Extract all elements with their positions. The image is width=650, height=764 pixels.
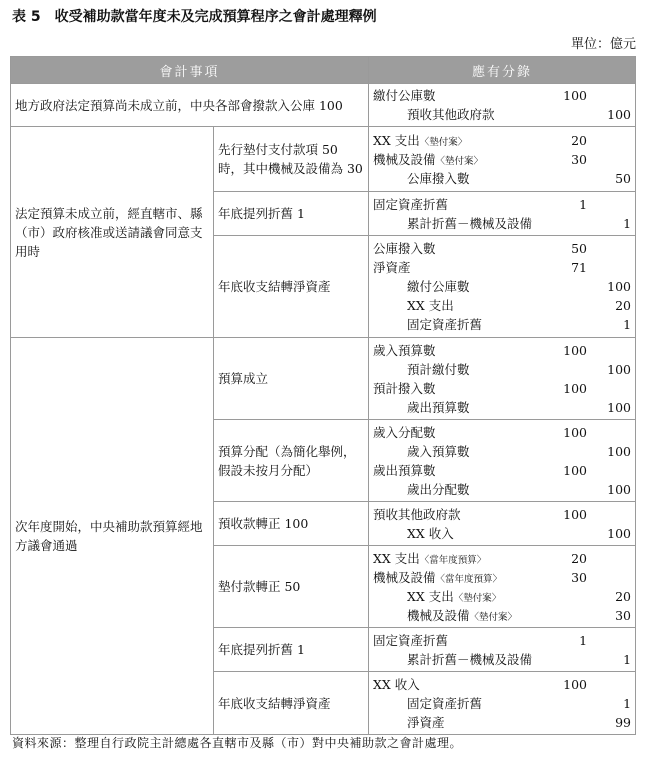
entry-line [373,105,631,124]
step-text: 預收款轉正 100 [218,516,309,531]
account-name [407,606,517,627]
entry-line [373,423,631,442]
journal-entry [369,547,635,627]
account-name [407,169,470,188]
table-row [11,84,636,127]
account-name [373,379,436,398]
event-text: 地方政府法定預算尚未成立前，中央各部會撥款入公庫 100 [15,97,343,113]
step-cell [214,192,369,236]
account-name [373,505,461,524]
credit-amount: 100 [607,443,632,459]
entry-line [373,258,631,277]
entry-line [373,694,631,713]
account-name [407,480,470,499]
account-name [373,568,502,589]
credit-amount: 1 [623,317,632,332]
account-label: 淨資產 [407,714,445,730]
account-qualifier: 〈墊付案〉 [419,136,468,148]
header-event: 會計事項 [11,57,369,84]
step-cell [214,672,369,735]
source-note: 資料來源：整理自行政院主計總處各直轄市及縣（市）對中央補助款之會計處理。 [12,736,463,750]
unit-label: 單位：億元 [570,37,636,52]
entry-line [373,568,631,587]
header-row [11,57,636,84]
debit-amount: 20 [571,132,588,148]
credit-amount: 1 [623,215,632,231]
entry-line [373,606,631,625]
account-label: 繳付公庫數 [373,88,436,103]
entry-line [373,524,631,543]
account-label: 機械及設備 [373,151,436,167]
debit-amount: 30 [571,151,588,167]
account-name [407,105,495,124]
account-qualifier: 〈當年度預算〉 [435,573,503,585]
entry-line [373,442,631,461]
journal-entry [369,673,635,734]
account-label: 歲出預算數 [373,462,436,478]
entry-cell [369,628,636,672]
account-label: 公庫撥入數 [407,170,470,186]
debit-amount: 100 [563,342,588,358]
entry-line [373,398,631,417]
credit-amount: 50 [615,170,632,186]
journal-entry [369,129,635,190]
account-name [407,398,470,417]
entry-cell [369,338,636,420]
journal-entry [369,193,635,235]
step-cell [214,236,369,338]
entry-cell [369,420,636,502]
table-row [11,127,636,192]
event-cell [11,84,369,127]
account-label: 累計折舊－機械及設備 [407,651,533,667]
account-label: 機械及設備 [373,569,436,585]
step-cell [214,338,369,420]
credit-amount: 1 [623,695,632,711]
account-name [373,239,436,258]
account-name [373,423,436,442]
debit-amount: 100 [563,380,588,396]
account-label: 固定資產折舊 [373,196,449,212]
journal-entry [369,84,635,126]
credit-amount: 30 [615,607,632,623]
account-label: XX 支出 [407,588,454,604]
debit-amount: 71 [571,260,588,275]
account-label: 繳付公庫數 [407,279,470,294]
account-name [373,86,436,105]
step-cell [214,420,369,502]
entry-line [373,86,631,105]
step-cell [214,546,369,628]
account-name [407,296,454,315]
step-text: 先行墊付支付款項 50 時，其中機械及設備為 30 [218,142,363,176]
debit-amount: 1 [579,632,588,648]
account-label: 機械及設備 [407,607,470,623]
account-label: 歲入預算數 [407,443,470,459]
account-name [373,675,420,694]
step-text: 墊付款轉正 50 [218,579,301,594]
account-name [373,549,486,570]
account-label: 預收其他政府款 [407,107,495,122]
entry-line [373,713,631,732]
debit-amount: 50 [571,241,588,256]
credit-amount: 100 [607,399,632,415]
entry-line [373,379,631,398]
account-name [373,461,436,480]
entry-line [373,214,631,233]
account-name [407,214,532,233]
table-title: 表 5 收受補助款當年度未及完成預算程序之會計處理釋例 [12,9,377,25]
entry-cell [369,192,636,236]
account-qualifier: 〈墊付案〉 [469,611,518,623]
entry-line [373,296,631,315]
account-name [373,131,467,152]
journal-entry [369,629,635,671]
account-name [407,694,482,713]
journal-entry [369,237,635,336]
entry-line [373,631,631,650]
entry-line [373,505,631,524]
journal-entry [369,339,635,419]
debit-amount: 100 [563,462,588,478]
event-text: 法定預算未成立前，經直轄市、縣（市）政府核准或送請議會同意支用時 [15,205,203,259]
journal-entry [369,421,635,501]
event-cell [11,127,214,338]
credit-amount: 100 [607,361,632,377]
debit-amount: 100 [563,506,588,522]
account-name [373,341,436,360]
credit-amount: 100 [607,525,632,541]
account-label: 固定資產折舊 [407,317,483,332]
accounting-table [10,56,636,735]
debit-amount: 30 [571,569,588,585]
account-label: 預計繳付數 [407,361,470,377]
account-label: 預收其他政府款 [373,506,461,522]
account-name [373,258,411,277]
entry-line [373,360,631,379]
step-text: 年底提列折舊 1 [218,642,305,657]
step-cell [214,628,369,672]
entry-line [373,195,631,214]
credit-amount: 20 [615,298,632,313]
entry-cell [369,84,636,127]
entry-line [373,461,631,480]
debit-amount: 100 [563,88,588,103]
account-name [407,713,445,732]
account-label: 公庫撥入數 [373,241,436,256]
step-text: 年底收支結轉淨資產 [218,695,331,711]
account-label: 歲入分配數 [373,424,436,440]
event-text: 次年度開始，中央補助款預算經地方議會通過 [15,519,203,553]
account-name [407,315,482,334]
header-entries: 應有分錄 [369,57,636,84]
account-label: 固定資產折舊 [407,695,483,711]
debit-amount: 100 [563,676,588,692]
entry-line [373,675,631,694]
event-cell [11,338,214,735]
entry-line [373,150,631,169]
step-text: 預算成立 [218,371,269,386]
entry-cell [369,672,636,735]
entry-cell [369,546,636,628]
account-name [407,360,470,379]
account-name [407,442,470,461]
account-label: XX 支出 [373,132,420,148]
account-qualifier: 〈當年度預算〉 [419,554,487,566]
credit-amount: 100 [607,481,632,497]
account-label: XX 支出 [407,298,454,313]
entry-cell [369,127,636,192]
entry-line [373,480,631,499]
entry-line [373,131,631,150]
account-name [407,277,470,296]
table-row [11,338,636,420]
step-text: 預算分配（為簡化舉例，假設未按月分配） [218,443,356,478]
debit-amount: 100 [563,424,588,440]
account-label: XX 收入 [407,525,454,541]
step-cell [214,502,369,546]
credit-amount: 100 [607,107,632,122]
account-name [373,150,483,171]
entry-line [373,587,631,606]
entry-line [373,549,631,568]
entry-cell [369,502,636,546]
entry-line [373,277,631,296]
entry-line [373,239,631,258]
account-label: 歲出預算數 [407,399,470,415]
account-label: 歲出分配數 [407,481,470,497]
credit-amount: 100 [607,279,632,294]
debit-amount: 20 [571,550,588,566]
step-text: 年底提列折舊 1 [218,206,305,221]
credit-amount: 99 [615,714,632,730]
step-text: 年底收支結轉淨資產 [218,279,331,294]
account-label: XX 收入 [373,676,420,692]
account-name [373,195,448,214]
account-label: 歲入預算數 [373,342,436,358]
account-label: XX 支出 [373,550,420,566]
account-label: 固定資產折舊 [373,632,449,648]
account-label: 淨資產 [373,260,411,275]
account-name [407,587,501,608]
journal-entry [369,503,635,545]
entry-line [373,341,631,360]
debit-amount: 1 [579,196,588,212]
entry-cell [369,236,636,338]
entry-line [373,169,631,188]
account-qualifier: 〈墊付案〉 [435,155,484,167]
account-name [407,524,454,543]
credit-amount: 1 [623,651,632,667]
step-cell [214,127,369,192]
entry-line [373,650,631,669]
account-label: 累計折舊－機械及設備 [407,215,533,231]
account-label: 預計撥入數 [373,380,436,396]
account-name [407,650,532,669]
credit-amount: 20 [615,588,632,604]
account-name [373,631,448,650]
entry-line [373,315,631,334]
account-qualifier: 〈墊付案〉 [453,592,502,604]
